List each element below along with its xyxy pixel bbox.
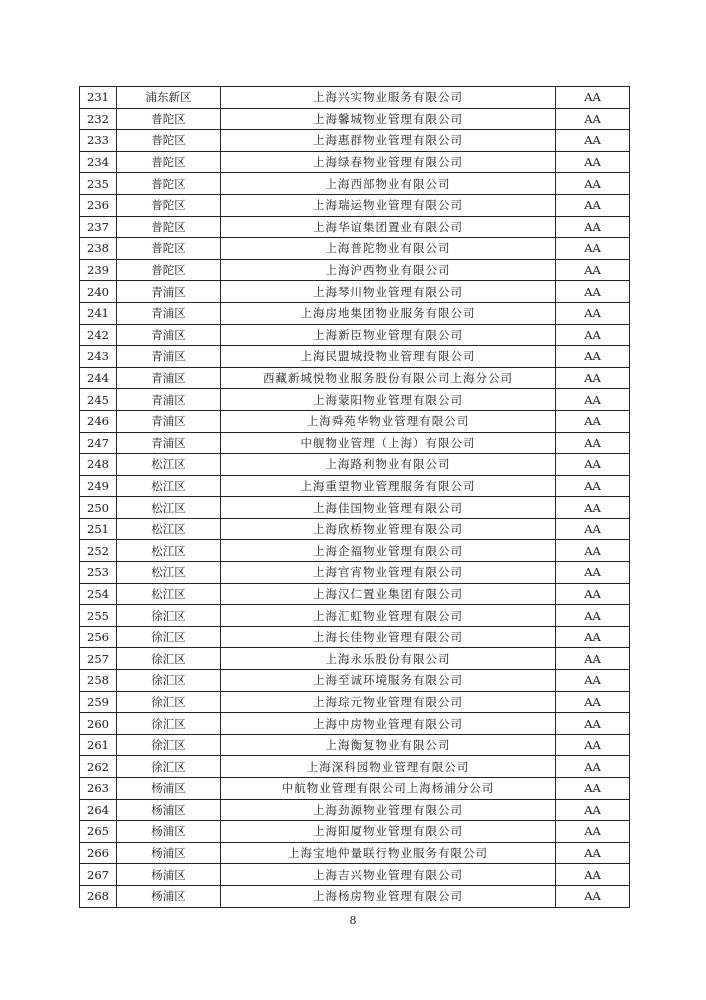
district-cell: 徐汇区 (117, 670, 221, 692)
company-name-cell: 上海兴实物业服务有限公司 (221, 87, 556, 109)
company-name-cell: 上海重望物业管理服务有限公司 (221, 475, 556, 497)
district-cell: 松江区 (117, 562, 221, 584)
district-cell: 普陀区 (117, 238, 221, 260)
table-row (80, 778, 630, 800)
row-number: 254 (80, 583, 117, 605)
grade-cell: AA (556, 130, 630, 152)
district-cell: 松江区 (117, 475, 221, 497)
grade-cell: AA (556, 540, 630, 562)
company-name-cell: 中航物业管理有限公司上海杨浦分公司 (221, 778, 556, 800)
district-cell: 松江区 (117, 583, 221, 605)
company-name-cell: 上海佳国物业管理有限公司 (221, 497, 556, 519)
company-name-cell: 上海蒙阳物业管理有限公司 (221, 389, 556, 411)
row-number: 237 (80, 216, 117, 238)
grade-cell: AA (556, 821, 630, 843)
grade-cell: AA (556, 238, 630, 260)
table-row (80, 130, 630, 152)
row-number: 249 (80, 475, 117, 497)
row-number: 242 (80, 324, 117, 346)
district-cell: 徐汇区 (117, 756, 221, 778)
grade-cell: AA (556, 324, 630, 346)
grade-cell: AA (556, 367, 630, 389)
company-name-cell: 上海劲源物业管理有限公司 (221, 799, 556, 821)
row-number: 266 (80, 842, 117, 864)
row-number: 250 (80, 497, 117, 519)
table-row (80, 518, 630, 540)
grade-cell: AA (556, 302, 630, 324)
row-number: 244 (80, 367, 117, 389)
table-row (80, 885, 630, 907)
district-cell: 普陀区 (117, 130, 221, 152)
district-cell: 普陀区 (117, 151, 221, 173)
table-body (80, 87, 630, 908)
row-number: 231 (80, 87, 117, 109)
company-name-cell: 上海阳厦物业管理有限公司 (221, 821, 556, 843)
district-cell: 松江区 (117, 497, 221, 519)
company-name-cell: 上海吉兴物业管理有限公司 (221, 864, 556, 886)
district-cell: 松江区 (117, 518, 221, 540)
company-name-cell: 西藏新城悦物业服务股份有限公司上海分公司 (221, 367, 556, 389)
company-name-cell: 上海房地集团物业服务有限公司 (221, 302, 556, 324)
row-number: 262 (80, 756, 117, 778)
table-row (80, 626, 630, 648)
row-number: 259 (80, 691, 117, 713)
grade-cell: AA (556, 194, 630, 216)
row-number: 251 (80, 518, 117, 540)
grade-cell: AA (556, 518, 630, 540)
district-cell: 杨浦区 (117, 799, 221, 821)
table-row (80, 324, 630, 346)
table-row (80, 670, 630, 692)
row-number: 267 (80, 864, 117, 886)
table-row (80, 799, 630, 821)
company-name-cell: 上海深科园物业管理有限公司 (221, 756, 556, 778)
district-cell: 普陀区 (117, 194, 221, 216)
row-number: 265 (80, 821, 117, 843)
district-cell: 浦东新区 (117, 87, 221, 109)
district-cell: 普陀区 (117, 216, 221, 238)
district-cell: 徐汇区 (117, 734, 221, 756)
company-name-cell: 上海官宵物业管理有限公司 (221, 562, 556, 584)
row-number: 232 (80, 108, 117, 130)
district-cell: 青浦区 (117, 432, 221, 454)
district-cell: 徐汇区 (117, 626, 221, 648)
grade-cell: AA (556, 734, 630, 756)
table-row (80, 756, 630, 778)
grade-cell: AA (556, 756, 630, 778)
district-cell: 杨浦区 (117, 864, 221, 886)
table-row (80, 540, 630, 562)
table-row (80, 410, 630, 432)
grade-cell: AA (556, 799, 630, 821)
district-cell: 杨浦区 (117, 778, 221, 800)
row-number: 243 (80, 346, 117, 368)
row-number: 234 (80, 151, 117, 173)
row-number: 268 (80, 885, 117, 907)
grade-cell: AA (556, 605, 630, 627)
district-cell: 徐汇区 (117, 605, 221, 627)
table-row (80, 281, 630, 303)
grade-cell: AA (556, 626, 630, 648)
table-row (80, 173, 630, 195)
grade-cell: AA (556, 691, 630, 713)
grade-cell: AA (556, 259, 630, 281)
company-name-cell: 上海路利物业有限公司 (221, 454, 556, 476)
row-number: 257 (80, 648, 117, 670)
table-row (80, 87, 630, 109)
company-name-cell: 上海瑞运物业管理有限公司 (221, 194, 556, 216)
company-name-cell: 上海长佳物业管理有限公司 (221, 626, 556, 648)
grade-cell: AA (556, 713, 630, 735)
company-name-cell: 上海至诚环境服务有限公司 (221, 670, 556, 692)
grade-cell: AA (556, 216, 630, 238)
grade-cell: AA (556, 670, 630, 692)
grade-cell: AA (556, 108, 630, 130)
row-number: 248 (80, 454, 117, 476)
district-cell: 松江区 (117, 454, 221, 476)
district-cell: 徐汇区 (117, 713, 221, 735)
grade-cell: AA (556, 583, 630, 605)
company-name-cell: 上海汇虹物业管理有限公司 (221, 605, 556, 627)
grade-cell: AA (556, 432, 630, 454)
table-row (80, 497, 630, 519)
company-name-cell: 上海杨房物业管理有限公司 (221, 885, 556, 907)
table-row (80, 605, 630, 627)
district-cell: 青浦区 (117, 302, 221, 324)
district-cell: 徐汇区 (117, 691, 221, 713)
district-cell: 普陀区 (117, 108, 221, 130)
table-row (80, 475, 630, 497)
page-number: 8 (349, 914, 357, 927)
grade-cell: AA (556, 885, 630, 907)
row-number: 253 (80, 562, 117, 584)
company-name-cell: 上海宝地仲量联行物业服务有限公司 (221, 842, 556, 864)
row-number: 255 (80, 605, 117, 627)
company-name-cell: 上海永乐股份有限公司 (221, 648, 556, 670)
company-name-cell: 上海中房物业管理有限公司 (221, 713, 556, 735)
row-number: 245 (80, 389, 117, 411)
company-name-cell: 上海民盟城投物业管理有限公司 (221, 346, 556, 368)
district-cell: 青浦区 (117, 281, 221, 303)
table-row (80, 864, 630, 886)
company-name-cell: 上海馨城物业管理有限公司 (221, 108, 556, 130)
district-cell: 杨浦区 (117, 885, 221, 907)
table-row (80, 389, 630, 411)
row-number: 260 (80, 713, 117, 735)
table-row (80, 562, 630, 584)
company-name-cell: 上海琴川物业管理有限公司 (221, 281, 556, 303)
district-cell: 普陀区 (117, 259, 221, 281)
table-row (80, 583, 630, 605)
district-cell: 青浦区 (117, 367, 221, 389)
table-row (80, 821, 630, 843)
table-row (80, 842, 630, 864)
grade-cell: AA (556, 497, 630, 519)
company-name-cell: 中舰物业管理（上海）有限公司 (221, 432, 556, 454)
table-row (80, 691, 630, 713)
row-number: 258 (80, 670, 117, 692)
table-row (80, 194, 630, 216)
grade-cell: AA (556, 778, 630, 800)
district-cell: 青浦区 (117, 389, 221, 411)
company-name-cell: 上海普陀物业有限公司 (221, 238, 556, 260)
company-name-cell: 上海华谊集团置业有限公司 (221, 216, 556, 238)
row-number: 238 (80, 238, 117, 260)
district-cell: 徐汇区 (117, 648, 221, 670)
district-cell: 青浦区 (117, 346, 221, 368)
company-rating-table (79, 86, 630, 908)
grade-cell: AA (556, 475, 630, 497)
grade-cell: AA (556, 346, 630, 368)
table-row (80, 713, 630, 735)
grade-cell: AA (556, 173, 630, 195)
row-number: 239 (80, 259, 117, 281)
row-number: 236 (80, 194, 117, 216)
row-number: 256 (80, 626, 117, 648)
district-cell: 杨浦区 (117, 821, 221, 843)
row-number: 252 (80, 540, 117, 562)
district-cell: 青浦区 (117, 324, 221, 346)
row-number: 240 (80, 281, 117, 303)
grade-cell: AA (556, 842, 630, 864)
company-name-cell: 上海西部物业有限公司 (221, 173, 556, 195)
row-number: 235 (80, 173, 117, 195)
grade-cell: AA (556, 281, 630, 303)
grade-cell: AA (556, 151, 630, 173)
grade-cell: AA (556, 454, 630, 476)
table-row (80, 346, 630, 368)
table-row (80, 259, 630, 281)
row-number: 264 (80, 799, 117, 821)
district-cell: 普陀区 (117, 173, 221, 195)
table-row (80, 216, 630, 238)
table-row (80, 151, 630, 173)
company-name-cell: 上海琮元物业管理有限公司 (221, 691, 556, 713)
grade-cell: AA (556, 389, 630, 411)
row-number: 233 (80, 130, 117, 152)
company-name-cell: 上海惠群物业管理有限公司 (221, 130, 556, 152)
table-row (80, 454, 630, 476)
table-row (80, 367, 630, 389)
grade-cell: AA (556, 87, 630, 109)
district-cell: 杨浦区 (117, 842, 221, 864)
company-name-cell: 上海企福物业管理有限公司 (221, 540, 556, 562)
company-name-cell: 上海沪西物业有限公司 (221, 259, 556, 281)
district-cell: 青浦区 (117, 410, 221, 432)
table-row (80, 734, 630, 756)
row-number: 241 (80, 302, 117, 324)
grade-cell: AA (556, 864, 630, 886)
row-number: 246 (80, 410, 117, 432)
district-cell: 松江区 (117, 540, 221, 562)
table-row (80, 432, 630, 454)
table-row (80, 302, 630, 324)
table-row (80, 238, 630, 260)
row-number: 263 (80, 778, 117, 800)
grade-cell: AA (556, 410, 630, 432)
row-number: 261 (80, 734, 117, 756)
table-row (80, 648, 630, 670)
row-number: 247 (80, 432, 117, 454)
table-row (80, 108, 630, 130)
company-name-cell: 上海新臣物业管理有限公司 (221, 324, 556, 346)
company-name-cell: 上海欣桥物业管理有限公司 (221, 518, 556, 540)
grade-cell: AA (556, 648, 630, 670)
company-name-cell: 上海绿春物业管理有限公司 (221, 151, 556, 173)
grade-cell: AA (556, 562, 630, 584)
company-name-cell: 上海汉仁置业集团有限公司 (221, 583, 556, 605)
company-name-cell: 上海舜苑华物业管理有限公司 (221, 410, 556, 432)
company-name-cell: 上海衡复物业有限公司 (221, 734, 556, 756)
